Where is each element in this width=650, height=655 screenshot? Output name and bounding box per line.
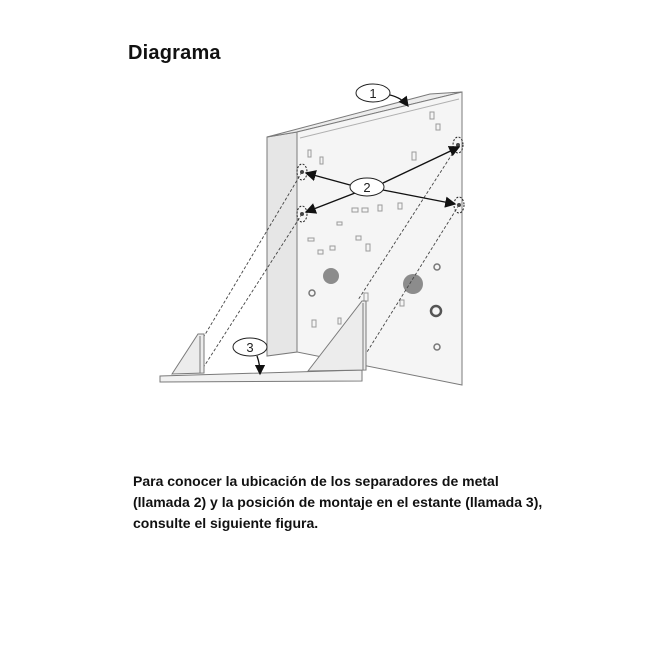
callout-2-label: 2 (363, 180, 371, 195)
callout-3-label: 3 (246, 340, 254, 355)
caption-line-2: (llamada 2) y la posición de montaje en el estante (llamada 3), (133, 494, 543, 510)
enclosure-front-panel (297, 92, 462, 385)
page-title: Diagrama (128, 42, 221, 64)
caption-line-1: Para conocer la ubicación de los separadores de metal (133, 473, 499, 489)
callout-3 (233, 338, 267, 374)
callout-1-label: 1 (369, 86, 377, 101)
caption-paragraph (133, 471, 563, 534)
panel-knockout (323, 268, 339, 284)
panel-knockout (403, 274, 423, 294)
enclosure-side-wall (267, 132, 297, 356)
caption-line-3: consulte el siguiente figura. (133, 515, 319, 531)
